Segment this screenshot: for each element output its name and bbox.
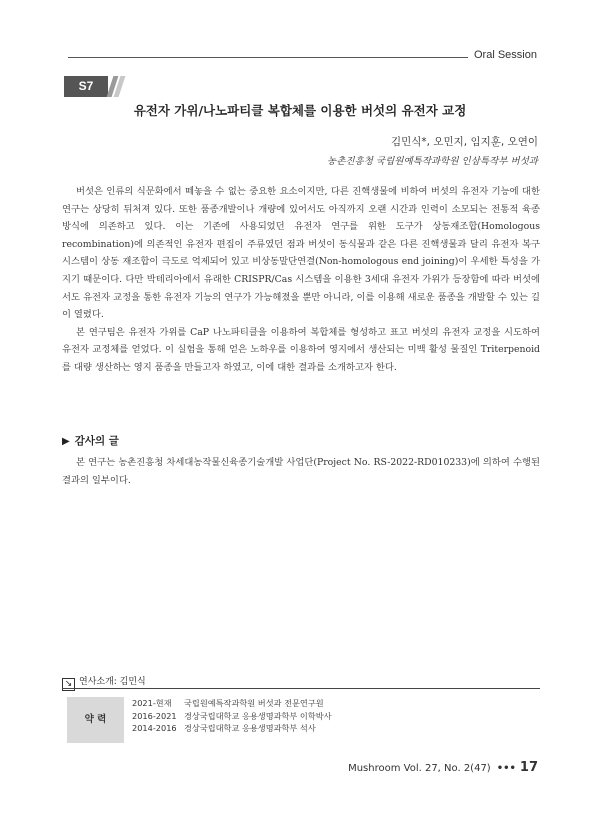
acknowledgement-body	[62, 454, 540, 489]
career-years: 2016-2021	[132, 710, 177, 721]
career-item	[132, 722, 332, 735]
authors: 김민식*, 오민지, 임지훈, 오연이	[391, 136, 538, 148]
abstract-paragraph: 버섯은 인류의 식문화에서 떼놓을 수 없는 중요한 요소이지만, 다른 진핵생물에 비하여 버섯의 유전자 기능에 대한 연구는 상당히 뒤처져 있다. 또한 품종개발이나 개량에 있어서도 아직까지 오랜 시간과 인력이 소모되는 전통적 육종 방식에 의존하고 있다. 이는 기존에 사용되었던 유전자 연구를 위한 도구가 상동재조합(Homologous recombination)에 의존적인 유전자 편집이 주류였던 점과 버섯이 동식물과 같은 다른 진핵생물과 달리 유전자 복구 시스템이 상동 재조합이 극도로 억제되어 있고 비상동말단연결(Non-homologous end joining)이 우세한 특성을 가지기 때문이다. 다만 박테리아에서 유래한 CRISPR/Cas 시스템을 이용한 3세대 유전자 가위가 등장함에 따라 버섯에서도 유전자 교정을 통한 유전자 기능의 연구가 가능해졌을 뿐만 아니라, 이를 이용해 새로운 품종을 개발할 수 있는 길이 열렸다.	[62, 186, 540, 321]
session-tab	[64, 76, 124, 97]
career-desc: 경상국립대학교 응용생명과학부 이학박사	[184, 710, 332, 721]
career-desc: 경상국립대학교 응용생명과학부 석사	[184, 723, 316, 733]
page-number: 17	[519, 760, 538, 775]
career-desc: 국립원예특작과학원 버섯과 전문연구원	[184, 698, 324, 708]
abstract	[62, 183, 540, 377]
career-years: 2014-2016	[132, 723, 177, 733]
abstract-paragraph: 본 연구팀은 유전자 가위를 CaP 나노파티클을 이용하여 복합체를 형성하고 표고 버섯의 유전자 교정을 시도하여 유전자 교정체를 얻었다. 이 실험을 통해 얻은 노하우를 이용하여 영지에서 생산되는 미백 활성 물질인 Triterpenoid를 대량 생산하는 영지 품종을 만들고자 하였고, 이에 대한 결과를 소개하고자 한다.	[62, 326, 540, 373]
affiliation: 농촌진흥청 국립원예특작과학원 인삼특작부 버섯과	[327, 156, 538, 167]
session-code: S7	[64, 76, 108, 97]
triangle-bullet-icon: ▶	[62, 436, 70, 447]
career-item	[132, 710, 332, 723]
acknowledgement-text: 본 연구는 농촌진흥청 차세대농작물신육종기술개발 사업단(Project No. RS-2022-RD010233)에 의하여 수행된 결과의 일부이다.	[62, 457, 540, 486]
career-item	[132, 697, 332, 710]
career-label: 약 력	[67, 697, 124, 743]
page-title: 유전자 가위/나노파티클 복합체를 이용한 버섯의 유전자 교정	[133, 103, 467, 118]
speaker-rule	[62, 688, 540, 689]
speaker-heading-text: 연사소개: 김민식	[79, 677, 146, 687]
career-list	[132, 697, 332, 735]
acknowledgement-heading	[62, 433, 119, 448]
checkbox-arrow-icon: ↘	[62, 678, 75, 691]
page-footer	[348, 760, 538, 775]
acknowledgement-heading-text: 감사의 글	[74, 435, 119, 447]
journal-info: Mushroom Vol. 27, No. 2(47)	[348, 763, 491, 774]
career-years: 2021-현재	[132, 698, 172, 708]
header-label: Oral Session	[474, 49, 537, 61]
header-rule	[68, 57, 468, 58]
footer-dots: •••	[496, 763, 516, 774]
